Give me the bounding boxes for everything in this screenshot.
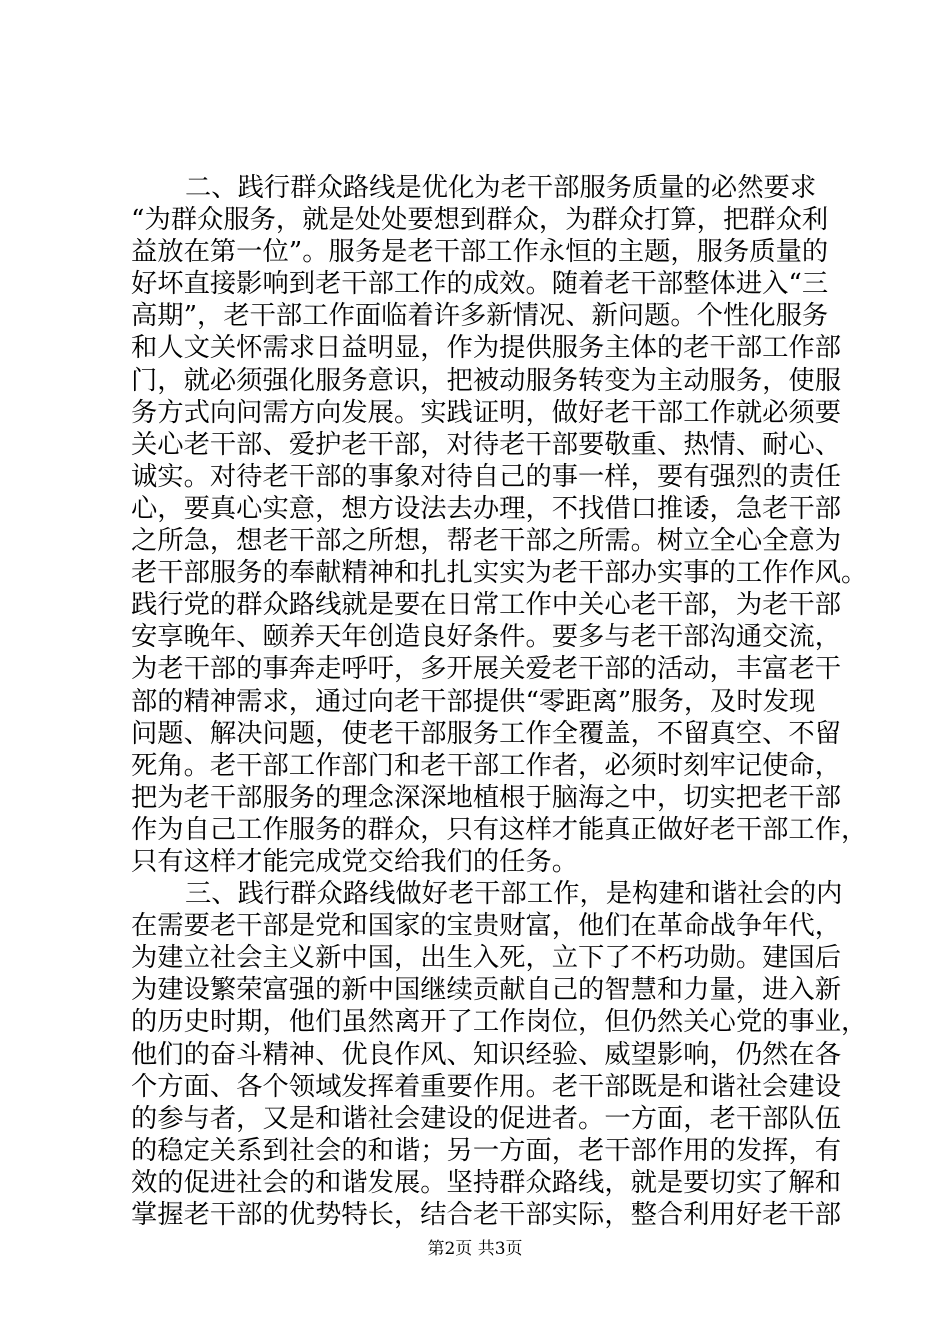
text-line: 把为老干部服务的理念深深地植根于脑海之中，切实把老干部 <box>131 782 842 813</box>
text-line: 掌握老干部的优势特长，结合老干部实际，整合利用好老干部 <box>131 1200 842 1230</box>
text-line: 安享晚年、颐养天年创造良好条件。要多与老干部沟通交流， <box>131 622 842 653</box>
text-line: 作为自己工作服务的群众，只有这样才能真正做好老干部工作， <box>131 814 868 845</box>
text-line: 只有这样才能完成党交给我们的任务。 <box>131 846 579 877</box>
text-line: 老干部服务的奉献精神和扎扎实实为老干部办实事的工作作风。 <box>131 558 868 589</box>
document-body <box>131 172 868 1231</box>
text-line: 之所急，想老干部之所想，帮老干部之所需。树立全心全意为 <box>131 526 842 557</box>
text-line: 效的促进社会的和谐发展。坚持群众路线，就是要切实了解和 <box>131 1167 842 1198</box>
text-line: 的参与者，又是和谐社会建设的促进者。一方面，老干部队伍 <box>131 1103 842 1134</box>
text-line: 益放在第一位”。服务是老干部工作永恒的主题，服务质量的 <box>131 237 829 268</box>
page-number-label: 第2页 共3页 <box>427 1239 523 1259</box>
text-line: 在需要老干部是党和国家的宝贵财富，他们在革命战争年代， <box>131 911 842 942</box>
text-line: 部的精神需求，通过向老干部提供“零距离”服务，及时发现 <box>131 686 816 717</box>
text-line: 的历史时期，他们虽然离开了工作岗位，但仍然关心党的事业， <box>131 1007 868 1038</box>
text-line: 关心老干部、爱护老干部，对待老干部要敬重、热情、耐心、 <box>131 429 842 460</box>
text-line: 二、践行群众路线是优化为老干部服务质量的必然要求 <box>185 173 817 203</box>
page-footer <box>0 1238 950 1260</box>
text-line: 死角。老干部工作部门和老干部工作者，必须时刻牢记使命， <box>131 750 842 781</box>
text-line: 三、践行群众路线做好老干部工作，是构建和谐社会的内 <box>185 879 843 910</box>
text-line: 践行党的群众路线就是要在日常工作中关心老干部，为老干部 <box>131 590 842 621</box>
text-line: 为建设繁荣富强的新中国继续贡献自己的智慧和力量，进入新 <box>131 975 842 1006</box>
text-line: 和人文关怀需求日益明显，作为提供服务主体的老干部工作部 <box>131 333 842 364</box>
text-line: 心，要真心实意，想方设法去办理，不找借口推诿，急老干部 <box>131 493 842 524</box>
paragraph-section-three <box>131 878 868 1231</box>
paragraph-section-two <box>131 172 868 878</box>
text-line: “为群众服务，就是处处要想到群众，为群众打算，把群众利 <box>131 205 829 236</box>
text-line: 为老干部的事奔走呼吁，多开展关爱老干部的活动，丰富老干 <box>131 654 842 685</box>
text-line: 务方式向问需方向发展。实践证明，做好老干部工作就必须要 <box>131 397 842 428</box>
text-line: 为建立社会主义新中国，出生入死，立下了不朽功勋。建国后 <box>131 943 842 974</box>
text-line: 诚实。对待老干部的事象对待自己的事一样，要有强烈的责任 <box>131 461 842 492</box>
text-line: 问题、解决问题，使老干部服务工作全覆盖，不留真空、不留 <box>131 718 842 749</box>
text-line: 好坏直接影响到老干部工作的成效。随着老干部整体进入“三 <box>131 269 829 300</box>
text-line: 的稳定关系到社会的和谐；另一方面，老干部作用的发挥，有 <box>131 1135 842 1166</box>
text-line: 门，就必须强化服务意识，把被动服务转变为主动服务，使服 <box>131 365 842 396</box>
text-line: 个方面、各个领域发挥着重要作用。老干部既是和谐社会建设 <box>131 1071 842 1102</box>
text-line: 他们的奋斗精神、优良作风、知识经验、威望影响，仍然在各 <box>131 1039 842 1070</box>
text-line: 高期”，老干部工作面临着许多新情况、新问题。个性化服务 <box>131 301 829 332</box>
